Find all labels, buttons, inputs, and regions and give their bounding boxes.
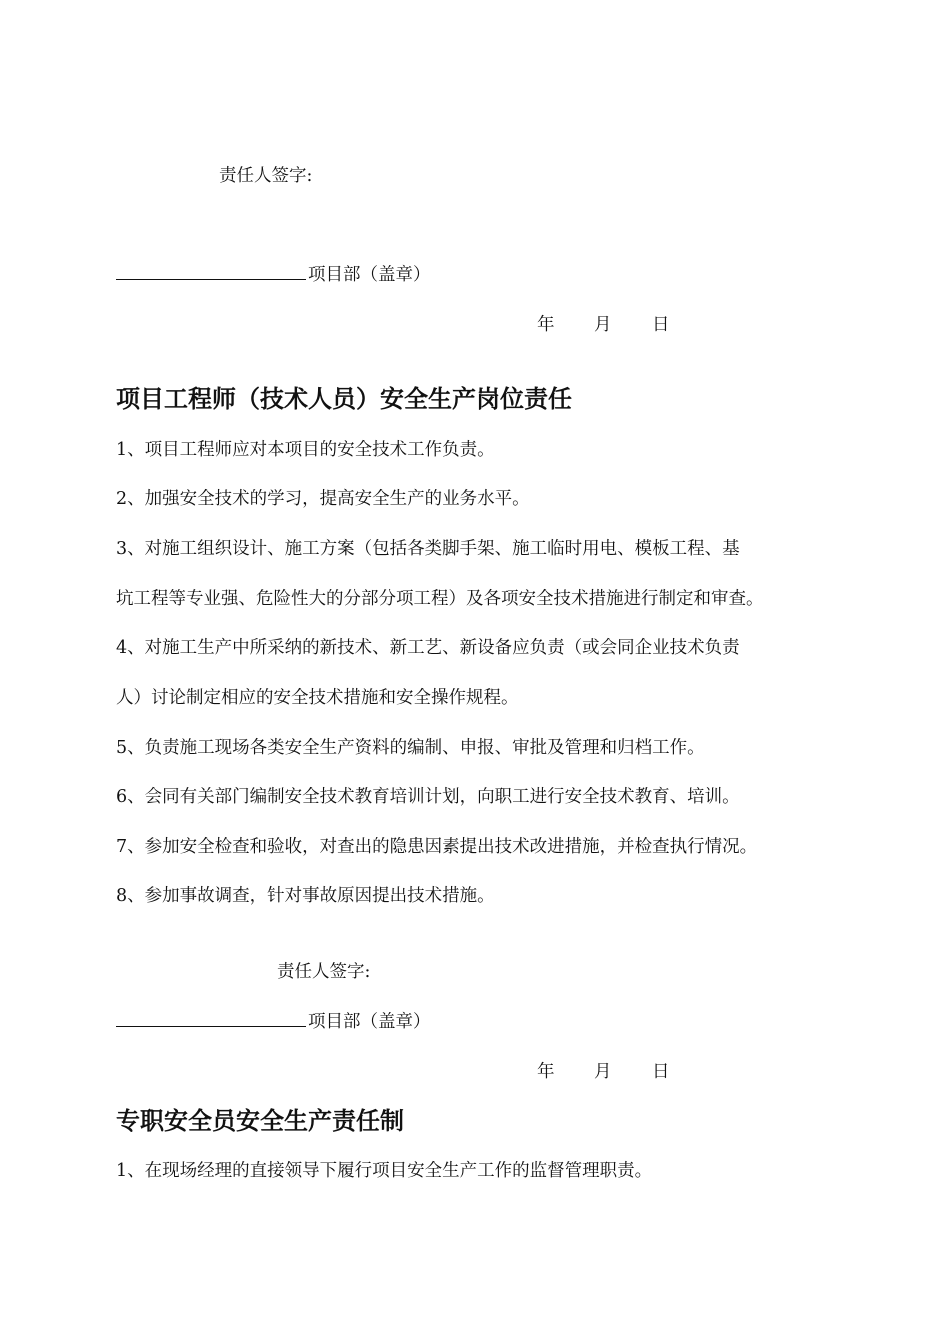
list-item: 1、在现场经理的直接领导下履行项目安全生产工作的监督管理职责。 xyxy=(116,1161,653,1181)
list-item: 8、参加事故调查，针对事故原因提出技术措施。 xyxy=(116,886,495,906)
list-item: 5、负责施工现场各类安全生产资料的编制、申报、审批及管理和归档工作。 xyxy=(116,738,705,758)
blank-underline xyxy=(116,1012,306,1027)
list-item: 7、参加安全检查和验收，对查出的隐患因素提出技术改进措施，并检查执行情况。 xyxy=(116,837,758,857)
list-item: 3、对施工组织设计、施工方案（包括各类脚手架、施工临时用电、模板工程、基 xyxy=(116,539,740,559)
date-day: 日 xyxy=(652,315,670,335)
seal-line xyxy=(116,1011,431,1033)
list-item: 坑工程等专业强、危险性大的分部分项工程）及各项安全技术措施进行制定和审查。 xyxy=(116,589,764,609)
list-item: 人）讨论制定相应的安全技术措施和安全操作规程。 xyxy=(116,688,519,708)
list-item: 2、加强安全技术的学习，提高安全生产的业务水平。 xyxy=(116,489,530,509)
date-month: 月 xyxy=(594,315,612,335)
blank-underline xyxy=(116,265,306,280)
seal-label: 项目部（盖章） xyxy=(308,265,431,285)
signature-label: 责任人签字: xyxy=(219,166,313,186)
list-item: 1、项目工程师应对本项目的安全技术工作负责。 xyxy=(116,440,495,460)
seal-line xyxy=(116,264,431,286)
date-day: 日 xyxy=(652,1062,670,1082)
seal-label: 项目部（盖章） xyxy=(308,1012,431,1032)
date-month: 月 xyxy=(594,1062,612,1082)
section-title: 项目工程师（技术人员）安全生产岗位责任 xyxy=(116,384,572,413)
date-year: 年 xyxy=(537,315,555,335)
signature-label: 责任人签字: xyxy=(277,962,371,982)
list-item: 4、对施工生产中所采纳的新技术、新工艺、新设备应负责（或会同企业技术负责 xyxy=(116,638,740,658)
list-item: 6、会同有关部门编制安全技术教育培训计划，向职工进行安全技术教育、培训。 xyxy=(116,787,740,807)
section-title: 专职安全员安全生产责任制 xyxy=(116,1106,404,1135)
date-year: 年 xyxy=(537,1062,555,1082)
